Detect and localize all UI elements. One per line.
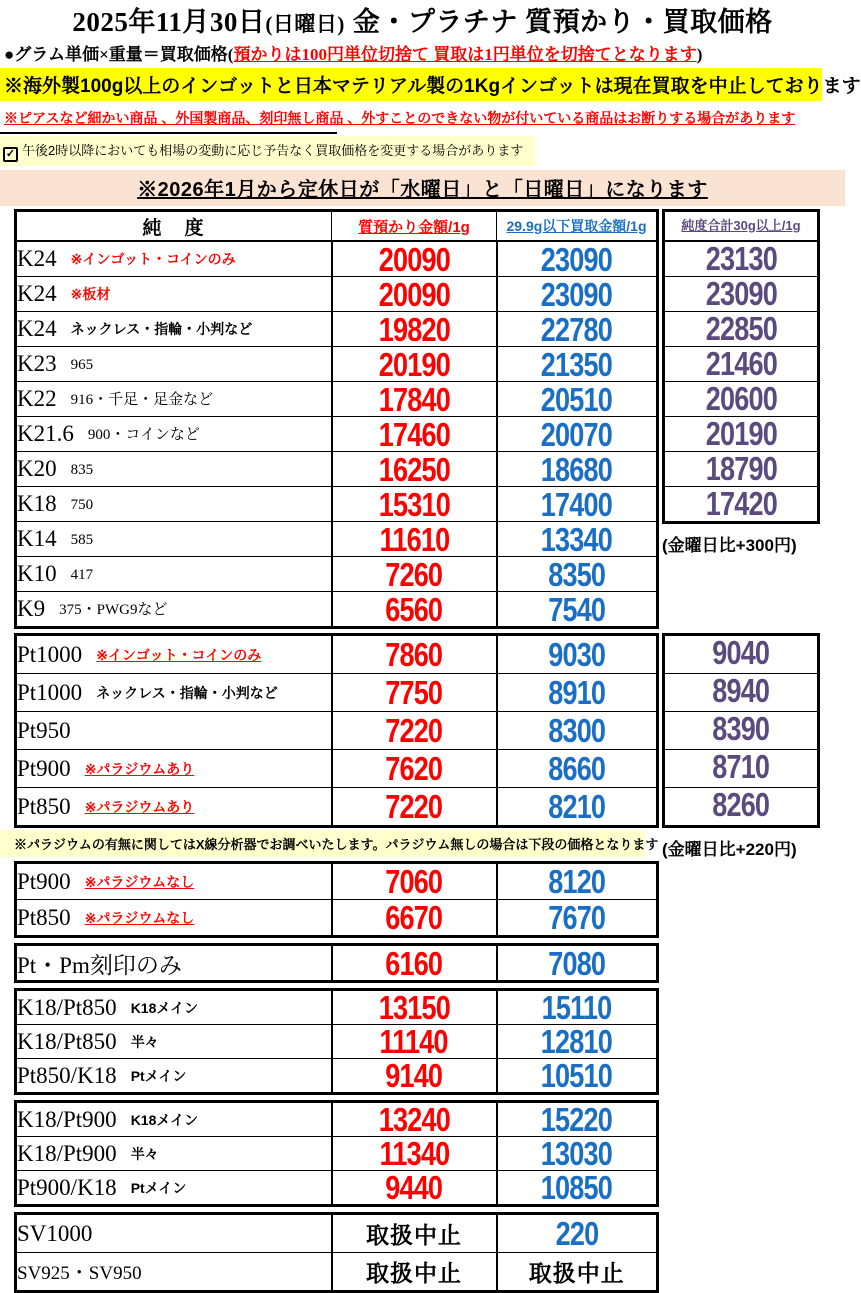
purity-label-cell — [16, 674, 332, 712]
buy-price-cell — [497, 900, 658, 937]
pawn-price-value: 17460 — [378, 415, 450, 453]
table-row — [16, 417, 658, 452]
buy-price-value: 20510 — [541, 380, 613, 418]
bulk-price-value: 9040 — [712, 634, 770, 672]
pawn-price-value: 6560 — [385, 590, 443, 628]
buy-price-cell — [497, 1059, 658, 1094]
table-row — [16, 945, 658, 982]
buy-price-value: 13340 — [541, 520, 613, 558]
platinum-friday-diff-note: (金曜日比+220円) — [662, 840, 797, 860]
buy-price-value: 7670 — [548, 899, 606, 937]
k18-pt850-table — [14, 988, 659, 1095]
formula-line — [4, 40, 845, 65]
bulk-price-value: 21460 — [705, 345, 777, 383]
bulk-price-cell — [665, 416, 817, 451]
table-row — [16, 863, 658, 900]
purity-name: K18/Pt900 — [17, 1140, 117, 1166]
table-row — [16, 1171, 658, 1206]
purity-label-cell — [16, 592, 332, 628]
buy-price-cell — [497, 1171, 658, 1206]
notice-price-change-text: 午後2時以降においても相場の変動に応じ予告なく買取価格を変更する場合があります — [22, 143, 524, 159]
purity-note: 585 — [70, 532, 94, 549]
buy-price-value: 8660 — [548, 750, 606, 788]
pawn-price-cell — [332, 347, 497, 382]
purity-name: SV1000 — [17, 1220, 93, 1246]
buy-price-cell — [497, 312, 658, 347]
buy-price-value: 22780 — [541, 310, 613, 348]
table-row — [16, 1214, 658, 1253]
purity-name: Pt850 — [17, 793, 71, 819]
gold-friday-diff-note: (金曜日比+300円) — [662, 536, 797, 556]
title-subject: 金・プラチナ 質預かり・買取価格 — [352, 7, 773, 37]
pawn-price-cell — [332, 1253, 497, 1292]
purity-note: 900・コインなど — [87, 427, 200, 444]
bulk-price-cell — [665, 381, 817, 416]
pawn-price-cell — [332, 592, 497, 628]
purity-label-cell — [16, 945, 332, 982]
pawn-price-value: 17840 — [378, 380, 450, 418]
purity-label-cell — [16, 990, 332, 1025]
bulk-price-cell — [665, 276, 817, 311]
pawn-price-value: 11610 — [379, 520, 449, 558]
purity-name: K22 — [17, 386, 57, 412]
purity-name: K18/Pt850 — [17, 1028, 117, 1054]
buy-price-value: 8120 — [548, 863, 606, 901]
purity-name: K10 — [17, 561, 57, 587]
buy-price-cell — [497, 1025, 658, 1059]
pawn-price-cell — [332, 452, 497, 487]
table-row — [16, 382, 658, 417]
purity-name: Pt850/K18 — [17, 1062, 117, 1088]
purity-note: ※パラジウムあり — [84, 798, 195, 815]
pawn-price-cell — [332, 1171, 497, 1206]
pawn-price-value: 7860 — [385, 636, 443, 674]
buy-price-cell — [497, 712, 658, 750]
notice-holiday-text: ※2026年1月から定休日が「水曜日」と「日曜日」になります — [137, 179, 708, 202]
purity-note: 375・PWG9など — [59, 602, 168, 619]
purity-name: Pt900 — [17, 755, 71, 781]
buy-price-value: 10510 — [541, 1057, 613, 1095]
table-row — [16, 1253, 658, 1292]
platinum-bulk-table — [662, 633, 820, 828]
purity-name: Pt1000 — [17, 679, 83, 705]
bulk-price-value: 8940 — [712, 672, 770, 710]
pawn-price-value: 20090 — [378, 275, 450, 313]
buy-price-cell — [497, 382, 658, 417]
purity-label-cell — [16, 557, 332, 592]
purity-note: ※パラジウムなし — [84, 873, 195, 890]
buy-price-cell — [497, 1102, 658, 1137]
purity-label-cell — [16, 312, 332, 347]
purity-name: K20 — [17, 456, 57, 482]
pawn-price-value: 7620 — [385, 750, 443, 788]
pawn-price-value: 6160 — [385, 944, 443, 982]
purity-name: K21.6 — [17, 421, 74, 447]
pawn-price-cell — [332, 1025, 497, 1059]
purity-note: ※板材 — [70, 286, 111, 303]
buy-price-cell — [497, 990, 658, 1025]
purity-name: K18/Pt850 — [17, 994, 117, 1020]
buy-price-value: 220 — [555, 1215, 599, 1253]
buy-price-cell — [497, 277, 658, 312]
bulk-price-cell — [665, 711, 817, 749]
purity-label-cell — [16, 750, 332, 788]
pawn-price-value: 7750 — [385, 674, 443, 712]
pawn-price-cell — [332, 1137, 497, 1171]
table-row — [16, 592, 658, 628]
purity-name: K18/Pt900 — [17, 1106, 117, 1132]
buy-price-cell — [497, 945, 658, 982]
title-weekday: (日曜日) — [265, 12, 345, 36]
bulk-price-cell — [665, 346, 817, 381]
purity-label-cell — [16, 635, 332, 674]
buy-price-value: 8350 — [548, 555, 606, 593]
purity-note: K18メイン — [130, 1111, 199, 1128]
purity-name: Pt1000 — [17, 641, 83, 667]
purity-note: ※パラジウムあり — [84, 760, 195, 777]
pawn-price-value: 取扱中止 — [366, 1260, 462, 1287]
purity-label-cell — [16, 900, 332, 937]
buy-price-value: 23090 — [541, 275, 613, 313]
purity-label-cell — [16, 1214, 332, 1253]
purity-name: Pt850 — [17, 904, 71, 930]
purity-note: ネックレス・指輪・小判など — [70, 321, 253, 338]
table-row — [16, 674, 658, 712]
pawn-price-value: 16250 — [378, 450, 450, 488]
k18-pt850-section — [14, 988, 656, 1095]
buy-price-cell — [497, 863, 658, 900]
purity-note: 417 — [70, 567, 94, 584]
bulk-price-cell — [665, 486, 817, 521]
table-row — [16, 487, 658, 522]
table-row — [16, 990, 658, 1025]
buy-price-cell — [497, 452, 658, 487]
column-purity: 純 度 — [16, 211, 332, 242]
purity-note: Ptメイン — [130, 1179, 187, 1196]
pawn-price-value: 9140 — [385, 1057, 443, 1095]
purity-note: 半々 — [130, 1033, 159, 1050]
pawn-price-cell — [332, 712, 497, 750]
pawn-price-cell — [332, 1059, 497, 1094]
pawn-price-cell — [332, 900, 497, 937]
platinum-table — [14, 633, 659, 828]
k18-pt900-section — [14, 1100, 656, 1207]
pawn-price-value: 13150 — [378, 989, 450, 1027]
column-bulk-price: 純度合計30g以上/1g — [665, 212, 817, 242]
purity-label-cell — [16, 382, 332, 417]
buy-price-value: 7080 — [548, 944, 606, 982]
bulk-price-value: 23130 — [705, 240, 777, 278]
silver-table — [14, 1212, 659, 1293]
purity-label-cell — [16, 347, 332, 382]
purity-note: K18メイン — [130, 999, 199, 1016]
pawn-price-value: 7220 — [385, 788, 443, 826]
silver-section — [14, 1212, 656, 1293]
pawn-price-value: 7220 — [385, 712, 443, 750]
purity-note: 750 — [70, 497, 94, 514]
pawn-price-value: 20190 — [378, 345, 450, 383]
buy-price-cell — [497, 417, 658, 452]
platinum-bulk-column — [662, 633, 820, 860]
pawn-price-value: 取扱中止 — [366, 1222, 462, 1249]
table-row — [16, 750, 658, 788]
notice-price-change — [0, 136, 535, 166]
buy-price-cell — [497, 347, 658, 382]
bulk-price-cell — [665, 673, 817, 711]
column-buy-price: 29.9g以下買取金額/1g — [497, 211, 658, 242]
checkbox-checked-icon: ✓ — [3, 147, 18, 162]
buy-price-value: 8910 — [548, 674, 606, 712]
purity-label-cell — [16, 277, 332, 312]
pt-pm-table — [14, 943, 659, 983]
gold-bulk-table — [662, 209, 820, 524]
pawn-price-value: 6670 — [385, 899, 443, 937]
purity-label-cell — [16, 1102, 332, 1137]
pt-no-palladium-section — [14, 861, 656, 938]
bulk-price-value: 8710 — [712, 748, 770, 786]
buy-price-cell — [497, 487, 658, 522]
bulk-price-cell — [665, 242, 817, 276]
purity-label-cell — [16, 788, 332, 827]
purity-label-cell — [16, 1137, 332, 1171]
table-row — [16, 900, 658, 937]
purity-note: ※インゴット・コインのみ — [70, 251, 236, 268]
buy-price-value: 20070 — [541, 415, 613, 453]
purity-name: K24 — [17, 316, 57, 342]
pawn-price-cell — [332, 1214, 497, 1253]
page-title — [0, 0, 845, 38]
purity-note: Ptメイン — [130, 1067, 187, 1084]
table-row — [16, 241, 658, 277]
buy-price-value: 8300 — [548, 712, 606, 750]
purity-label-cell — [16, 241, 332, 277]
buy-price-value: 23090 — [541, 240, 613, 278]
pawn-price-value: 11140 — [379, 1023, 449, 1061]
bulk-price-cell — [665, 787, 817, 825]
buy-price-value: 取扱中止 — [528, 1260, 625, 1287]
buy-price-value: 9030 — [548, 636, 606, 674]
purity-label-cell — [16, 712, 332, 750]
purity-label-cell — [16, 522, 332, 557]
pt-pm-section — [14, 943, 656, 983]
column-pawn-price: 質預かり金額/1g — [332, 211, 497, 242]
purity-note: 965 — [70, 357, 94, 374]
purity-name: SV925・SV950 — [17, 1263, 142, 1285]
table-row — [16, 712, 658, 750]
pawn-price-value: 7060 — [385, 863, 443, 901]
table-row — [16, 452, 658, 487]
purity-label-cell — [16, 452, 332, 487]
purity-name: K14 — [17, 526, 57, 552]
bulk-price-cell — [665, 636, 817, 673]
pawn-price-cell — [332, 990, 497, 1025]
buy-price-cell — [497, 1253, 658, 1292]
buy-price-cell — [497, 788, 658, 827]
buy-price-cell — [497, 674, 658, 712]
notice-holiday-band — [0, 170, 845, 206]
pawn-price-value: 20090 — [378, 240, 450, 278]
purity-name: K24 — [17, 281, 57, 307]
notice-refusal: ※ピアスなど細かい商品 、外国製商品、刻印無し商品 、外すことのできない物が付いている商品はお断りする場合があります — [4, 110, 796, 127]
gold-bulk-column — [662, 209, 820, 556]
formula-prefix: ●グラム単価×重量＝買取価格( — [4, 45, 234, 65]
pawn-price-cell — [332, 277, 497, 312]
bulk-price-cell — [665, 451, 817, 486]
bulk-price-value: 18790 — [705, 450, 777, 488]
purity-note: ※パラジウムなし — [84, 909, 195, 926]
pawn-price-value: 9440 — [385, 1169, 443, 1207]
buy-price-cell — [497, 522, 658, 557]
purity-label-cell — [16, 417, 332, 452]
buy-price-value: 17400 — [541, 485, 613, 523]
bulk-price-value: 22850 — [705, 310, 777, 348]
pawn-price-value: 7260 — [385, 555, 443, 593]
pawn-price-cell — [332, 750, 497, 788]
purity-name: K23 — [17, 351, 57, 377]
buy-price-value: 7540 — [548, 590, 606, 628]
buy-price-value: 18680 — [541, 450, 613, 488]
formula-rounding-note: 預かりは100円単位切捨て 買取は1円単位を切捨てとなります — [233, 45, 697, 65]
pawn-price-value: 15310 — [378, 485, 450, 523]
purity-name: Pt950 — [17, 717, 71, 743]
table-row — [16, 347, 658, 382]
buy-price-cell — [497, 557, 658, 592]
buy-price-cell — [497, 1214, 658, 1253]
gold-table — [14, 209, 659, 629]
bulk-price-cell — [665, 749, 817, 787]
purity-name: Pt900 — [17, 868, 71, 894]
bulk-price-value: 23090 — [705, 275, 777, 313]
table-row — [16, 1137, 658, 1171]
table-row — [16, 788, 658, 827]
buy-price-value: 12810 — [541, 1023, 613, 1061]
pawn-price-cell — [332, 945, 497, 982]
buy-price-value: 8210 — [548, 788, 606, 826]
buy-price-cell — [497, 592, 658, 628]
table-row — [16, 1025, 658, 1059]
divider-line — [0, 132, 337, 134]
purity-name: K9 — [17, 596, 46, 622]
table-row — [16, 522, 658, 557]
pawn-price-value: 19820 — [378, 310, 450, 348]
purity-label-cell — [16, 1059, 332, 1094]
pawn-price-cell — [332, 635, 497, 674]
pawn-price-cell — [332, 417, 497, 452]
table-row — [16, 1102, 658, 1137]
purity-label-cell — [16, 1171, 332, 1206]
purity-label-cell — [16, 1025, 332, 1059]
table-row — [16, 1059, 658, 1094]
purity-note: ※インゴット・コインのみ — [96, 646, 262, 663]
purity-label-cell — [16, 863, 332, 900]
pawn-price-value: 11340 — [379, 1135, 449, 1173]
purity-note: 半々 — [130, 1145, 159, 1162]
pawn-price-cell — [332, 382, 497, 417]
pawn-price-cell — [332, 1102, 497, 1137]
purity-note: 835 — [70, 462, 94, 479]
pawn-price-cell — [332, 674, 497, 712]
gold-section — [14, 209, 801, 629]
table-row — [16, 635, 658, 674]
palladium-test-note: ※パラジウムの有無に関してはX線分析器でお調べいたします。パラジウム無しの場合は下段の価格となります — [0, 830, 645, 857]
gold-header-row — [16, 211, 658, 242]
purity-name: Pt900/K18 — [17, 1174, 117, 1200]
pawn-price-cell — [332, 788, 497, 827]
bulk-price-value: 20190 — [705, 415, 777, 453]
pawn-price-cell — [332, 522, 497, 557]
purity-note: 916・千足・足金など — [70, 392, 214, 409]
k18-pt900-table — [14, 1100, 659, 1207]
purity-name: K18 — [17, 491, 57, 517]
bulk-price-value: 20600 — [705, 380, 777, 418]
bulk-price-value: 17420 — [705, 485, 777, 523]
buy-price-value: 15220 — [541, 1101, 613, 1139]
title-date: 2025年11月30日 — [72, 7, 266, 37]
purity-name: K24 — [17, 246, 57, 272]
buy-price-cell — [497, 241, 658, 277]
buy-price-value: 15110 — [541, 989, 612, 1027]
notice-ingot-suspended: ※海外製100g以上のインゴットと日本マテリアル製の1Kgインゴットは現在買取を中止しております — [0, 68, 822, 101]
table-row — [16, 557, 658, 592]
pt-no-palladium-table — [14, 861, 659, 938]
table-row — [16, 312, 658, 347]
pawn-price-cell — [332, 487, 497, 522]
buy-price-value: 10850 — [541, 1169, 613, 1207]
pawn-price-cell — [332, 312, 497, 347]
buy-price-cell — [497, 1137, 658, 1171]
table-row — [16, 277, 658, 312]
purity-name: Pt・Pm刻印のみ — [17, 952, 182, 978]
buy-price-cell — [497, 635, 658, 674]
purity-note: ネックレス・指輪・小判など — [96, 684, 278, 701]
purity-label-cell — [16, 487, 332, 522]
formula-suffix: ) — [696, 45, 703, 65]
pawn-price-cell — [332, 863, 497, 900]
bulk-price-value: 8260 — [712, 786, 770, 824]
bulk-price-cell — [665, 311, 817, 346]
pawn-price-cell — [332, 557, 497, 592]
bulk-price-value: 8390 — [712, 710, 770, 748]
buy-price-cell — [497, 750, 658, 788]
pawn-price-cell — [332, 241, 497, 277]
buy-price-value: 13030 — [541, 1135, 613, 1173]
pawn-price-value: 13240 — [378, 1101, 450, 1139]
buy-price-value: 21350 — [541, 345, 613, 383]
purity-label-cell — [16, 1253, 332, 1292]
